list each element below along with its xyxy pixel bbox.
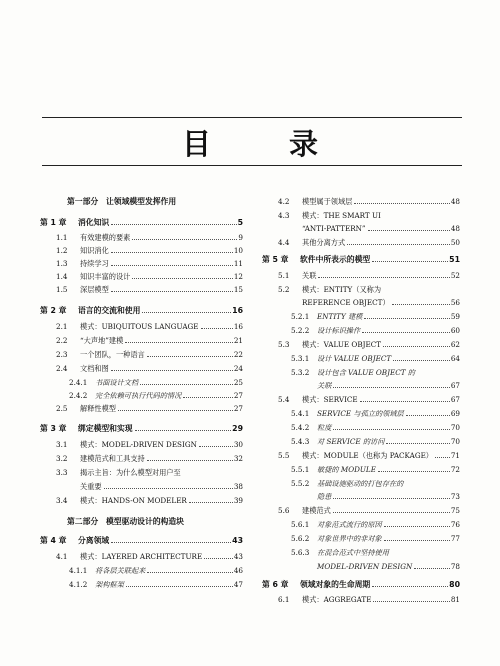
- entry-title: 软件中所表示的模型: [300, 255, 371, 264]
- page-number: 29: [232, 424, 243, 433]
- page-number: 27: [233, 391, 243, 400]
- entry-number: 5.2.1: [291, 312, 310, 321]
- page-number: 38: [233, 482, 243, 491]
- section-entry: [56, 440, 243, 449]
- subsection-entry: [291, 354, 460, 363]
- entry-number: 3.2: [56, 454, 68, 463]
- entry-number: 1.5: [56, 285, 68, 294]
- page-number: 32: [233, 454, 243, 463]
- entry-number: 5.3: [278, 340, 290, 349]
- section-entry: [80, 482, 243, 491]
- entry-title: 模式：AGGREGATE: [302, 595, 372, 604]
- leader-dots: [364, 318, 449, 319]
- leader-dots: [111, 265, 233, 266]
- chapter-entry: [262, 580, 460, 589]
- chapter-entry: [40, 306, 243, 315]
- entry-number: 3.4: [56, 496, 68, 505]
- page-number: 51: [449, 255, 460, 264]
- page-number: 56: [450, 298, 460, 307]
- entry-number: 1.3: [56, 259, 68, 268]
- leader-dots: [360, 401, 450, 402]
- section-entry: [278, 506, 460, 515]
- entry-title: 模式：HANDS-ON MODELER: [80, 496, 187, 505]
- entry-number: 1.1: [56, 233, 68, 242]
- entry-number: 3.3: [56, 468, 68, 477]
- leader-dots: [111, 542, 231, 543]
- leader-dots: [132, 239, 237, 240]
- section-entry: [278, 285, 460, 294]
- leader-dots: [199, 446, 233, 447]
- entry-title: SERVICE 与孤立的领域层: [317, 409, 404, 418]
- section-entry: [302, 224, 460, 233]
- leader-dots: [354, 203, 450, 204]
- section-entry: [56, 285, 243, 294]
- page-number: 27: [233, 404, 243, 413]
- entry-number: 1.2: [56, 246, 68, 255]
- entry-title: 模式：THE SMART UI: [302, 211, 381, 220]
- page-number: 64: [450, 354, 460, 363]
- entry-title: 知识消化: [80, 246, 109, 255]
- leader-dots: [125, 342, 233, 343]
- leader-dots: [118, 410, 233, 411]
- section-entry: [56, 336, 243, 345]
- page-number: 48: [450, 224, 460, 233]
- entry-title: 持续学习: [80, 259, 109, 268]
- entry-title: 领域对象的生命周期: [300, 580, 371, 589]
- page-number: 15: [233, 285, 243, 294]
- entry-title: 知识丰富的设计: [80, 272, 131, 281]
- entry-number: 2.3: [56, 350, 68, 359]
- section-entry: [317, 492, 460, 501]
- page-number: 16: [232, 306, 243, 315]
- page-number: 16: [233, 322, 243, 331]
- leader-dots: [126, 586, 233, 587]
- entry-number: 2.2: [56, 336, 68, 345]
- chapter-entry: [40, 218, 243, 227]
- leader-dots: [333, 498, 449, 499]
- entry-number: 4.1: [56, 552, 68, 561]
- leader-dots: [147, 460, 233, 461]
- entry-title: 绑定模型和实现: [78, 424, 133, 433]
- chapter-entry: [40, 424, 243, 433]
- entry-title: 设计 VALUE OBJECT: [317, 354, 392, 363]
- leader-dots: [372, 261, 448, 262]
- entry-number: 第 1 章: [40, 218, 67, 227]
- page-number: 24: [233, 364, 243, 373]
- leader-dots: [183, 397, 233, 398]
- page-number: 39: [233, 496, 243, 505]
- entry-title: 完全依赖可执行代码的情况: [95, 391, 182, 400]
- entry-title: 设计包含 VALUE OBJECT 的: [317, 368, 415, 377]
- page-number: 12: [233, 272, 243, 281]
- leader-dots: [104, 488, 233, 489]
- page-number: 52: [450, 271, 460, 280]
- section-entry: [278, 238, 460, 247]
- leader-dots: [111, 291, 233, 292]
- section-entry: [278, 340, 460, 349]
- entry-number: 3.1: [56, 440, 68, 449]
- page-number: 77: [450, 534, 460, 543]
- entry-number: 5.6.3: [291, 548, 310, 557]
- entry-title: 模型属于领域层: [302, 197, 353, 206]
- page-number: 67: [450, 381, 460, 390]
- entry-number: 第 6 章: [262, 580, 289, 589]
- section-entry: [56, 322, 243, 331]
- entry-number: 5.5.2: [291, 479, 310, 488]
- entry-title: “ANTI-PATTERN”: [302, 224, 366, 233]
- entry-number: 2.5: [56, 404, 68, 413]
- entry-title: 有效建模的要素: [80, 233, 131, 242]
- leader-dots: [135, 430, 232, 431]
- entry-title: 模式：UBIQUITOUS LANGUAGE: [80, 322, 199, 331]
- section-entry: [56, 272, 243, 281]
- leader-dots: [147, 572, 233, 573]
- entry-number: 5.4: [278, 395, 290, 404]
- entry-title: 分离领域: [78, 536, 110, 545]
- leader-dots: [333, 387, 449, 388]
- subsection-entry: [291, 437, 460, 446]
- entry-title: MODEL-DRIVEN DESIGN: [317, 562, 413, 571]
- subsection-entry: [291, 465, 460, 474]
- entry-title: 模式：VALUE OBJECT: [302, 340, 382, 349]
- entry-title: 模式：MODULE（也称为 PACKAGE）: [302, 451, 433, 460]
- entry-title: 对 SERVICE 的访问: [317, 437, 385, 446]
- leader-dots: [111, 224, 236, 225]
- section-entry: [56, 350, 243, 359]
- subsection-entry: [291, 423, 460, 432]
- page-number: 47: [233, 580, 243, 589]
- part-heading: 第一部分 让领域模型发挥作用: [67, 197, 177, 206]
- entry-number: 5.5: [278, 451, 290, 460]
- entry-number: 2.1: [56, 322, 68, 331]
- page-title: 目 录: [181, 127, 353, 161]
- entry-number: 第 4 章: [40, 536, 67, 545]
- entry-title: 关联: [302, 271, 317, 280]
- page-number: 71: [450, 451, 460, 460]
- entry-title: 架构框架: [95, 580, 124, 589]
- entry-title: 隐患: [317, 492, 332, 501]
- entry-number: 第 3 章: [40, 424, 67, 433]
- top-rule: [42, 117, 462, 118]
- section-entry: [278, 595, 460, 604]
- entry-title: 深层模型: [80, 285, 109, 294]
- entry-number: 5.6: [278, 506, 290, 515]
- section-entry: [317, 381, 460, 390]
- entry-title: 模式：LAYERED ARCHITECTURE: [80, 552, 203, 561]
- leader-dots: [378, 471, 450, 472]
- subsection-entry: [291, 326, 460, 335]
- leader-dots: [142, 312, 231, 313]
- leader-dots: [383, 346, 450, 347]
- entry-title: 消化知识: [78, 218, 110, 227]
- subsection-entry: [291, 409, 460, 418]
- entry-number: 2.4.1: [69, 378, 88, 387]
- entry-title: 揭示主旨：为什么模型对用户至: [80, 468, 181, 477]
- page-number: 72: [450, 465, 460, 474]
- leader-dots: [384, 540, 450, 541]
- section-entry: [56, 364, 243, 373]
- entry-title: 基础设施驱动的打包存在的: [317, 479, 404, 488]
- subsection-entry: [291, 312, 460, 321]
- entry-title: 建模范式: [302, 506, 331, 515]
- subsection-entry: [69, 566, 243, 575]
- entry-number: 4.2: [278, 197, 290, 206]
- entry-title: 将各层关联起来: [95, 566, 146, 575]
- page-number: 10: [233, 246, 243, 255]
- entry-title: “大声地”建模: [80, 336, 124, 345]
- section-entry: [56, 259, 243, 268]
- leader-dots: [111, 252, 233, 253]
- section-entry: [56, 246, 243, 255]
- subsection-entry: [69, 580, 243, 589]
- leader-dots: [386, 443, 449, 444]
- section-entry: [56, 552, 243, 561]
- page-number: 9: [238, 233, 243, 242]
- page-number: 50: [450, 238, 460, 247]
- entry-title: ENTITY 建模: [317, 312, 363, 321]
- entry-title: 一个团队，一种语言: [80, 350, 145, 359]
- leader-dots: [393, 360, 450, 361]
- entry-number: 5.2: [278, 285, 290, 294]
- entry-number: 4.3: [278, 211, 290, 220]
- section-entry: [278, 211, 460, 220]
- entry-title: 书面设计文档: [95, 378, 139, 387]
- entry-title: 其他分离方式: [302, 238, 346, 247]
- section-entry: [278, 271, 460, 280]
- entry-number: 4.4: [278, 238, 290, 247]
- subsection-entry: [69, 391, 243, 400]
- entry-title: 解释性模型: [80, 404, 116, 413]
- subsection-entry: [291, 368, 460, 377]
- leader-dots: [414, 568, 450, 569]
- section-entry: [56, 233, 243, 242]
- entry-title: 关重要: [80, 482, 102, 491]
- leader-dots: [362, 332, 450, 333]
- page-number: 59: [450, 312, 460, 321]
- section-entry: [56, 454, 243, 463]
- chapter-entry: [40, 536, 243, 545]
- entry-number: 5.2.2: [291, 326, 310, 335]
- subsection-entry: [291, 534, 460, 543]
- leader-dots: [384, 526, 450, 527]
- section-entry: [278, 451, 460, 460]
- leader-dots: [333, 429, 449, 430]
- subsection-entry: [291, 548, 460, 557]
- page-number: 70: [450, 423, 460, 432]
- entry-number: 5.4.1: [291, 409, 310, 418]
- entry-title: REFERENCE OBJECT）: [302, 298, 390, 307]
- entry-number: 第 2 章: [40, 306, 67, 315]
- leader-dots: [132, 278, 233, 279]
- entry-number: 5.1: [278, 271, 290, 280]
- entry-title: 语言的交流和使用: [78, 306, 141, 315]
- part-heading: 第二部分 模型驱动设计的构造块: [67, 517, 184, 526]
- page-number: 5: [237, 218, 243, 227]
- entry-title: 敏捷的 MODULE: [317, 465, 376, 474]
- entry-number: 5.6.2: [291, 534, 310, 543]
- entry-number: 6.1: [278, 595, 290, 604]
- leader-dots: [140, 384, 233, 385]
- page-number: 62: [450, 340, 460, 349]
- entry-number: 5.3.1: [291, 354, 310, 363]
- title-rule: [42, 165, 462, 166]
- leader-dots: [147, 356, 233, 357]
- page-number: 21: [233, 336, 243, 345]
- page-number: 76: [450, 520, 460, 529]
- leader-dots: [373, 601, 449, 602]
- leader-dots: [406, 415, 450, 416]
- section-entry: [278, 197, 460, 206]
- entry-title: 模式：SERVICE: [302, 395, 358, 404]
- leader-dots: [204, 558, 233, 559]
- entry-number: 2.4.2: [69, 391, 88, 400]
- page-number: 67: [450, 395, 460, 404]
- leader-dots: [347, 244, 450, 245]
- entry-number: 2.4: [56, 364, 68, 373]
- entry-title: 文档和图: [80, 364, 109, 373]
- entry-number: 5.5.1: [291, 465, 310, 474]
- section-entry: [56, 496, 243, 505]
- entry-title: 关联: [317, 381, 332, 390]
- page-number: 73: [450, 492, 460, 501]
- leader-dots: [435, 457, 450, 458]
- leader-dots: [368, 230, 450, 231]
- section-entry: [56, 404, 243, 413]
- entry-title: 对象世界中的非对象: [317, 534, 382, 543]
- subsection-entry: [291, 479, 460, 488]
- section-entry: [56, 468, 243, 477]
- page-number: 75: [450, 506, 460, 515]
- chapter-entry: [262, 255, 460, 264]
- entry-number: 5.3.2: [291, 368, 310, 377]
- subsection-entry: [291, 520, 460, 529]
- entry-title: 对象范式流行的原因: [317, 520, 382, 529]
- entry-title: 模式：ENTITY（又称为: [302, 285, 382, 294]
- page-number: 78: [450, 562, 460, 571]
- page-number: 69: [450, 409, 460, 418]
- page-number: 43: [233, 552, 243, 561]
- section-entry: [302, 298, 460, 307]
- page-number: 43: [232, 536, 243, 545]
- leader-dots: [318, 277, 449, 278]
- entry-number: 4.1.2: [69, 580, 88, 589]
- leader-dots: [201, 328, 233, 329]
- leader-dots: [111, 370, 233, 371]
- entry-number: 4.1.1: [69, 566, 88, 575]
- leader-dots: [392, 304, 450, 305]
- page-number: 80: [449, 580, 460, 589]
- leader-dots: [189, 502, 233, 503]
- leader-dots: [333, 512, 450, 513]
- page-number: 81: [450, 595, 460, 604]
- entry-number: 第 5 章: [262, 255, 289, 264]
- page-number: 48: [450, 197, 460, 206]
- section-entry: [317, 562, 460, 571]
- page-number: 46: [233, 566, 243, 575]
- page-number: 22: [233, 350, 243, 359]
- section-entry: [278, 395, 460, 404]
- page-number: 70: [450, 437, 460, 446]
- page-number: 60: [450, 326, 460, 335]
- subsection-entry: [69, 378, 243, 387]
- entry-title: 在混合范式中坚持使用: [317, 548, 389, 557]
- page-number: 25: [233, 378, 243, 387]
- leader-dots: [372, 586, 448, 587]
- entry-number: 5.4.2: [291, 423, 310, 432]
- entry-title: 设计标识操作: [317, 326, 361, 335]
- entry-title: 模式：MODEL-DRIVEN DESIGN: [80, 440, 197, 449]
- page-number: 11: [233, 259, 243, 268]
- page-number: 30: [233, 440, 243, 449]
- entry-number: 1.4: [56, 272, 68, 281]
- entry-number: 5.6.1: [291, 520, 310, 529]
- entry-title: 建模范式和工具支持: [80, 454, 145, 463]
- entry-title: 粒度: [317, 423, 332, 432]
- entry-number: 5.4.3: [291, 437, 310, 446]
